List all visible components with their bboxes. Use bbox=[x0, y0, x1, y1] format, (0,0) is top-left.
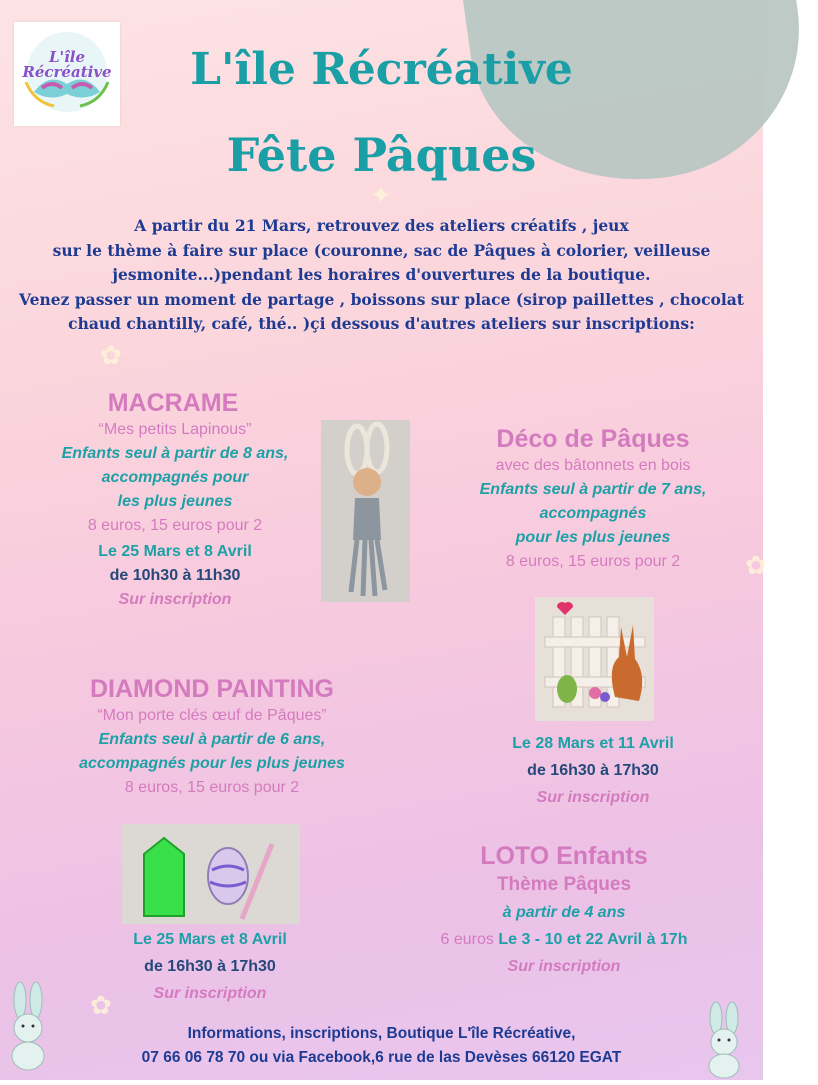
section-title: Déco de Pâques bbox=[496, 425, 690, 453]
diamond-photo bbox=[122, 824, 300, 924]
section-title: MACRAME bbox=[107, 389, 239, 417]
brand-logo: L'île Récréative bbox=[14, 22, 120, 126]
deco-section: Déco de Pâques avec des bâtonnets en bois Enfants seul à partir de 7 ans, accompagnés pour les plus jeunes 8 euros, 15 euros pour 2 bbox=[448, 424, 738, 574]
page-subtitle: Fête Pâques bbox=[226, 128, 537, 182]
flower-icon: ✿ bbox=[745, 550, 767, 580]
page-title: L'île Récréative bbox=[190, 44, 573, 95]
footer-contact: Informations, inscriptions, Boutique L'île Récréative, 07 66 06 78 70 ou via Facebook,6 rue de las Devèses 66120 EGAT bbox=[141, 1025, 622, 1066]
macrame-bunny-photo bbox=[321, 420, 410, 602]
deco-photo bbox=[535, 597, 654, 721]
intro-text: A partir du 21 Mars, retrouvez des ateliers créatifs , jeux sur le thème à faire sur place (couronne, sac de Pâques à colorier, veilleuse jesmonite...)pendant les horaires d'ouvertures de la boutique. Venez passer un moment de partage , boissons sur place (sirop paillettes , chocolat chaud chantilly, café, thé.. )çi dessous d'autres ateliers sur inscriptions: bbox=[19, 216, 744, 333]
diamond-section: DIAMOND PAINTING “Mon porte clés œuf de Pâques” Enfants seul à partir de 6 ans, accompagnés pour les plus jeunes 8 euros, 15 euros pour 2 bbox=[36, 674, 388, 800]
section-title: DIAMOND PAINTING bbox=[90, 675, 334, 703]
bunny-icon bbox=[698, 1002, 750, 1085]
flower-icon: ✿ bbox=[90, 990, 112, 1020]
section-title: LOTO Enfants bbox=[480, 842, 648, 870]
deco-schedule: Le 28 Mars et 11 Avril de 16h30 à 17h30 Sur inscription bbox=[512, 735, 674, 806]
macrame-section: MACRAME “Mes petits Lapinous” Enfants seul à partir de 8 ans, accompagnés pour les plus jeunes 8 euros, 15 euros pour 2 Le 25 Mars et 8 Avril de 10h30 à 11h30 Sur inscription bbox=[30, 388, 320, 612]
flower-icon: ✿ bbox=[100, 340, 122, 370]
diamond-schedule: Le 25 Mars et 8 Avril de 16h30 à 17h30 Sur inscription bbox=[133, 931, 287, 1002]
bunny-icon bbox=[2, 982, 54, 1077]
star-icon: ✦ bbox=[370, 180, 392, 210]
loto-section: LOTO Enfants Thème Pâques à partir de 4 ans 6 euros Le 3 - 10 et 22 Avril à 17h Sur inscription bbox=[400, 841, 728, 980]
